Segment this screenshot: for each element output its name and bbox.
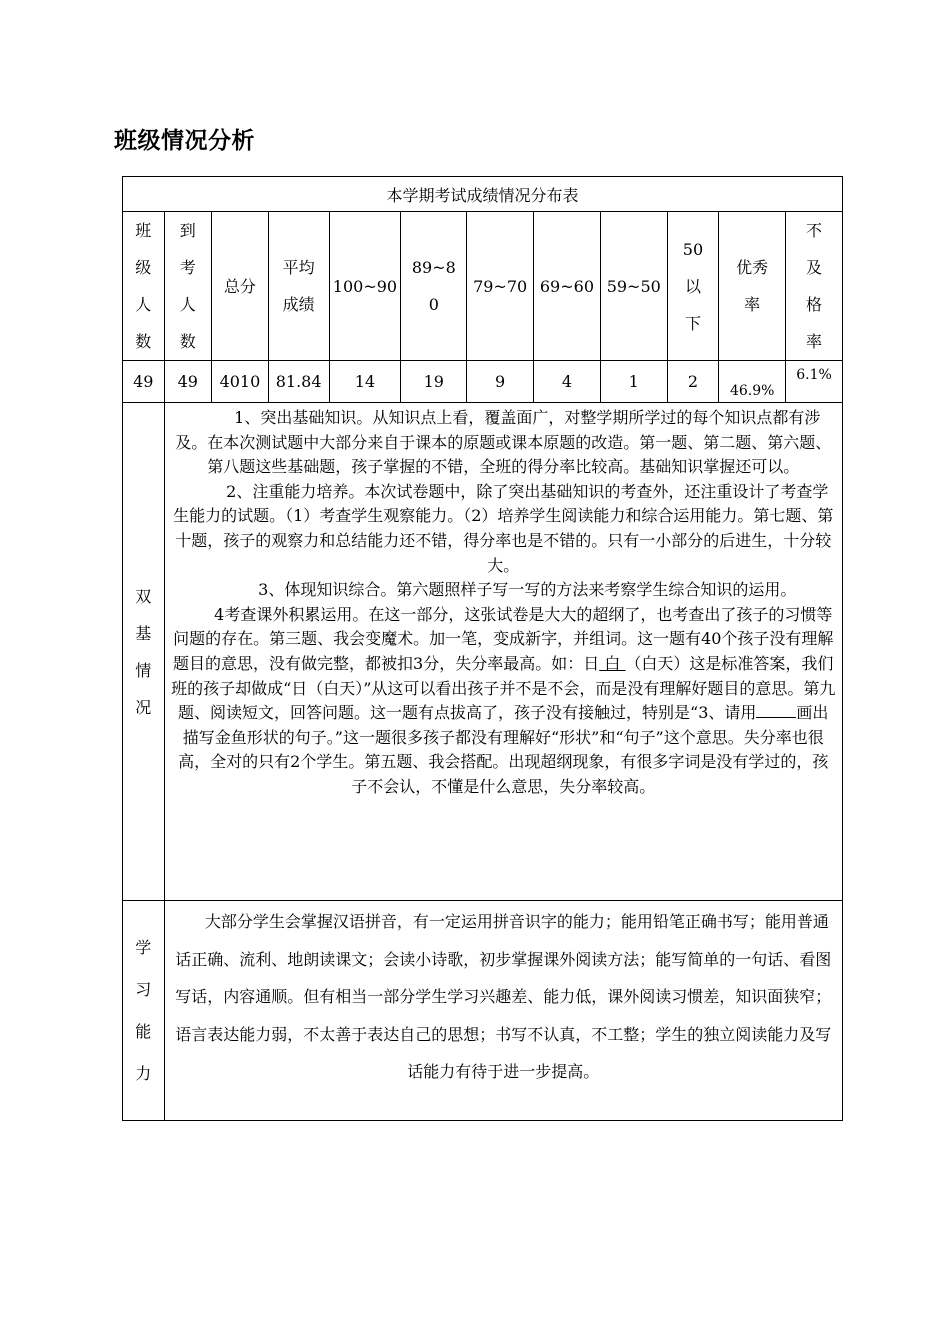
- value-class-count: 49: [123, 361, 165, 403]
- header-79-70: 79~70: [467, 212, 534, 361]
- header-attend-count: 到 考 人 数: [164, 212, 212, 361]
- value-89-80: 19: [401, 361, 467, 403]
- blank-line: [756, 703, 796, 718]
- header-below-50: 50 以 下: [667, 212, 719, 361]
- value-79-70: 9: [467, 361, 534, 403]
- table-caption: 本学期考试成绩情况分布表: [123, 177, 843, 212]
- basics-label: 双 基 情 况: [123, 403, 165, 901]
- basics-paragraph-2: 2、注重能力培养。本次试卷题中，除了突出基础知识的考查外，还注重设计了考查学生能力的试题。（1）考查学生观察能力。（2）培养学生阅读能力和综合运用能力。第七题、第十题，孩子的观察力和总结能力还不错，得分率也是不错的。只有一小部分的后进生，十分较大。: [173, 481, 834, 575]
- table-header-row: [123, 212, 843, 361]
- header-total: 总分: [212, 212, 269, 361]
- header-excellent-rate: 优秀 率: [719, 212, 786, 361]
- learning-content: [164, 901, 843, 1121]
- header-class-count: 班 级 人 数: [123, 212, 165, 361]
- value-69-60: 4: [534, 361, 601, 403]
- header-59-50: 59~50: [600, 212, 667, 361]
- basics-content: [164, 403, 843, 901]
- value-excellent-rate: 46.9%: [719, 361, 786, 403]
- value-below-50: 2: [667, 361, 719, 403]
- basics-paragraph-1: 1、突出基础知识。从知识点上看，覆盖面广，对整学期所学过的每个知识点都有涉及。在本次测试题中大部分来自于课本的原题或课本原题的改造。第一题、第二题、第六题、第八题这些基础题，孩子掌握的不错，全班的得分率比较高。基础知识掌握还可以。: [175, 408, 832, 477]
- header-100-90: 100~90: [329, 212, 401, 361]
- header-89-80: 89~8 0: [401, 212, 467, 361]
- header-average: 平均 成绩: [268, 212, 329, 361]
- value-attend-count: 49: [164, 361, 212, 403]
- value-total: 4010: [212, 361, 269, 403]
- learning-paragraph: 大部分学生会掌握汉语拼音，有一定运用拼音识字的能力；能用铅笔正确书写；能用普通话正确、流利、地朗读课文；会读小诗歌，初步掌握课外阅读方法；能写简单的一句话、看图写话，内容通顺。但有相当一部分学生学习兴趣差、能力低，课外阅读习惯差，知识面狭窄；语言表达能力弱，不太善于表达自己的思想；书写不认真，不工整；学生的独立阅读能力及写话能力有待于进一步提高。: [175, 912, 832, 1081]
- page-title: 班级情况分析: [114, 128, 255, 154]
- value-100-90: 14: [329, 361, 401, 403]
- value-fail-rate: 6.1%: [786, 361, 843, 403]
- learning-label: 学 习 能 力: [123, 901, 165, 1121]
- header-fail-rate: 不 及 格 率: [786, 212, 843, 361]
- value-59-50: 1: [600, 361, 667, 403]
- table-values-row: [123, 361, 843, 403]
- value-average: 81.84: [268, 361, 329, 403]
- basics-paragraph-3: 3、体现知识综合。第六题照样子写一写的方法来考察学生综合知识的运用。: [258, 580, 797, 600]
- header-69-60: 69~60: [534, 212, 601, 361]
- basics-row: [123, 403, 843, 901]
- basics-paragraph-4: 4考查课外积累运用。在这一部分，这张试卷是大大的超纲了，也考查出了孩子的习惯等问题的存在。第三题、我会变魔术。加一笔，变成新字，并组词。这一题有40个孩子没有理解题目的意思，没有做完整，都被扣3分，失分率最高。如：日 白 （白天）这是标准答案，我们班的孩子却做成“日（白天）”从这可以看出孩子并不是不会，而是没有理解好题目的意思。第九题、阅读短文，回答问题。这一题有点拔高了，孩子没有接触过，特别是“3、请用 画出描写金鱼形状的句子。”这一题很多孩子都没有理解好“形状”和“句子”这个意思。失分率也很高，全对的只有2个学生。第五题、我会搭配。出现超纲现象，有很多字词是没有学过的，孩子不会认，不懂是什么意思，失分率较高。: [171, 604, 836, 796]
- underlined-answer: 白: [599, 653, 626, 673]
- learning-row: [123, 901, 843, 1121]
- score-distribution-table: [122, 176, 843, 1121]
